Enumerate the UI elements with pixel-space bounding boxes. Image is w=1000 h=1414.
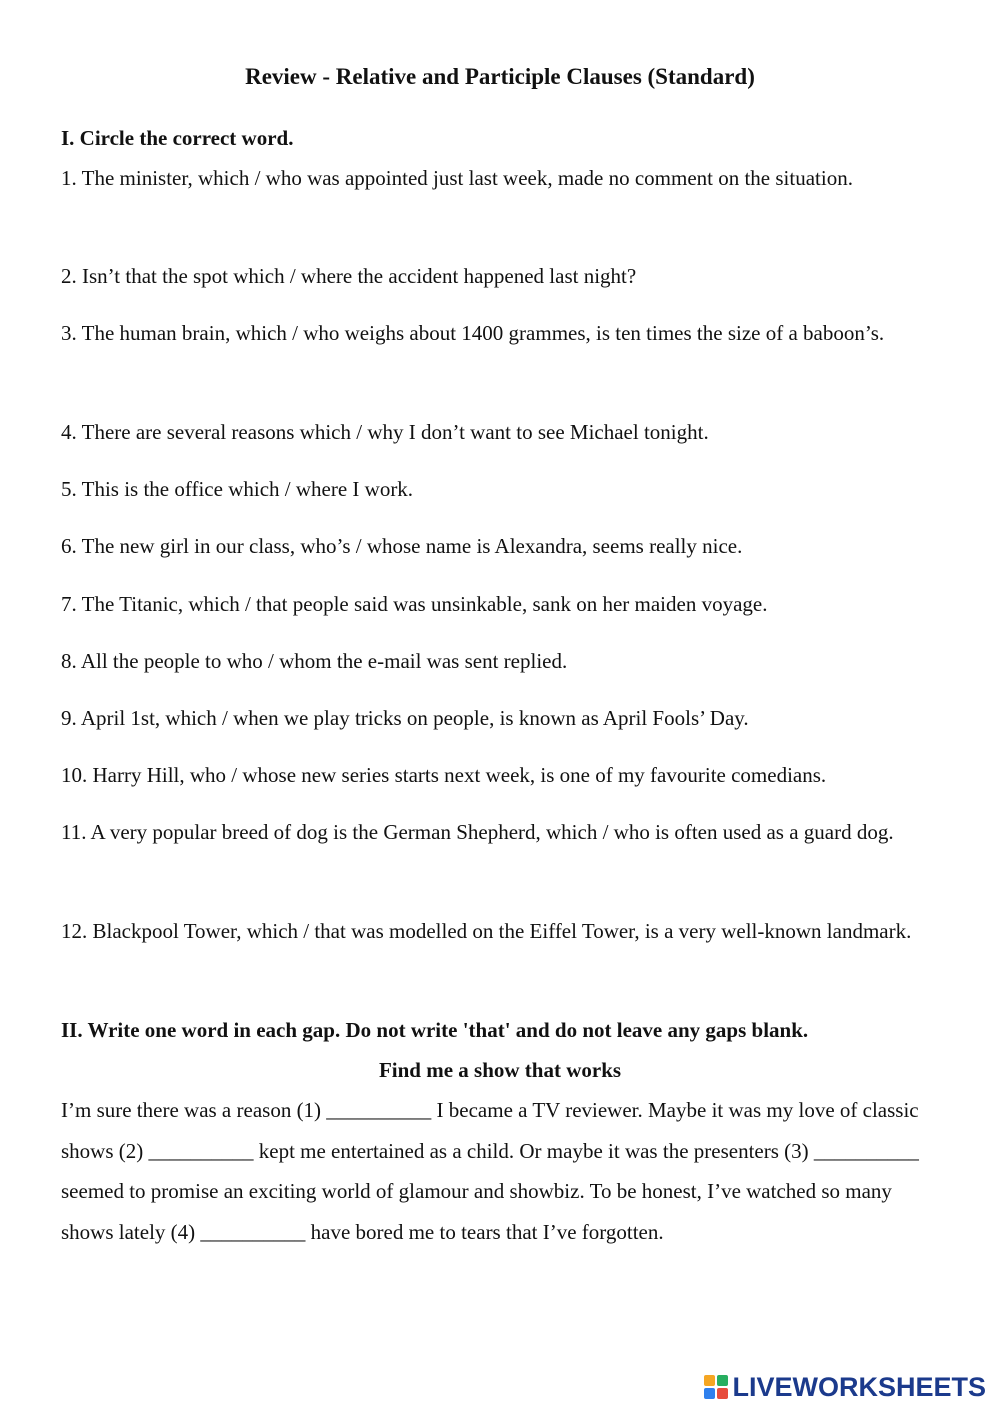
section-1-heading: I. Circle the correct word. (61, 126, 294, 150)
passage-title: Find me a show that works (378, 1058, 622, 1082)
question-3: 3. The human brain, which / who weighs about 1400 grammes, is ten times the size of a baboon’s. (61, 321, 885, 345)
question-11: 11. A very popular breed of dog is the German Shepherd, which / who is often used as a guard dog. (61, 820, 894, 844)
question-7: 7. The Titanic, which / that people said was unsinkable, sank on her maiden voyage. (61, 592, 768, 616)
liveworksheets-logo (704, 1370, 986, 1404)
question-6: 6. The new girl in our class, who’s / whose name is Alexandra, seems really nice. (61, 534, 743, 558)
question-1: 1. The minister, which / who was appointed just last week, made no comment on the situation. (61, 166, 853, 190)
page-title: Review - Relative and Participle Clauses (Standard) (245, 64, 755, 89)
question-8: 8. All the people to who / whom the e-mail was sent replied. (61, 649, 568, 673)
logo-text: LIVEWORKSHEETS (732, 1372, 986, 1402)
logo-square-icon (717, 1388, 728, 1399)
logo-mark-icon (704, 1375, 728, 1399)
question-12: 12. Blackpool Tower, which / that was modelled on the Eiffel Tower, is a very well-known landmark. (61, 919, 912, 943)
question-4: 4. There are several reasons which / why I don’t want to see Michael tonight. (61, 420, 709, 444)
section-2-heading: II. Write one word in each gap. Do not write 'that' and do not leave any gaps blank. (61, 1018, 809, 1042)
gap-fill-passage: I’m sure there was a reason (1) __________ I became a TV reviewer. Maybe it was my love of classic shows (2) __________ kept me entertained as a child. Or maybe it was the presenters (3) __________ seemed to promise an exciting world of glamour and showbiz. To be honest, I’ve watched so many shows lately (4) __________ have bored me to tears that I’ve forgotten. (61, 1098, 919, 1244)
question-2: 2. Isn’t that the spot which / where the accident happened last night? (61, 264, 637, 288)
question-5: 5. This is the office which / where I work. (61, 477, 414, 501)
question-10: 10. Harry Hill, who / whose new series starts next week, is one of my favourite comedians. (61, 763, 827, 787)
logo-square-icon (704, 1388, 715, 1399)
logo-square-icon (717, 1375, 728, 1386)
question-9: 9. April 1st, which / when we play tricks on people, is known as April Fools’ Day. (61, 706, 749, 730)
logo-square-icon (704, 1375, 715, 1386)
